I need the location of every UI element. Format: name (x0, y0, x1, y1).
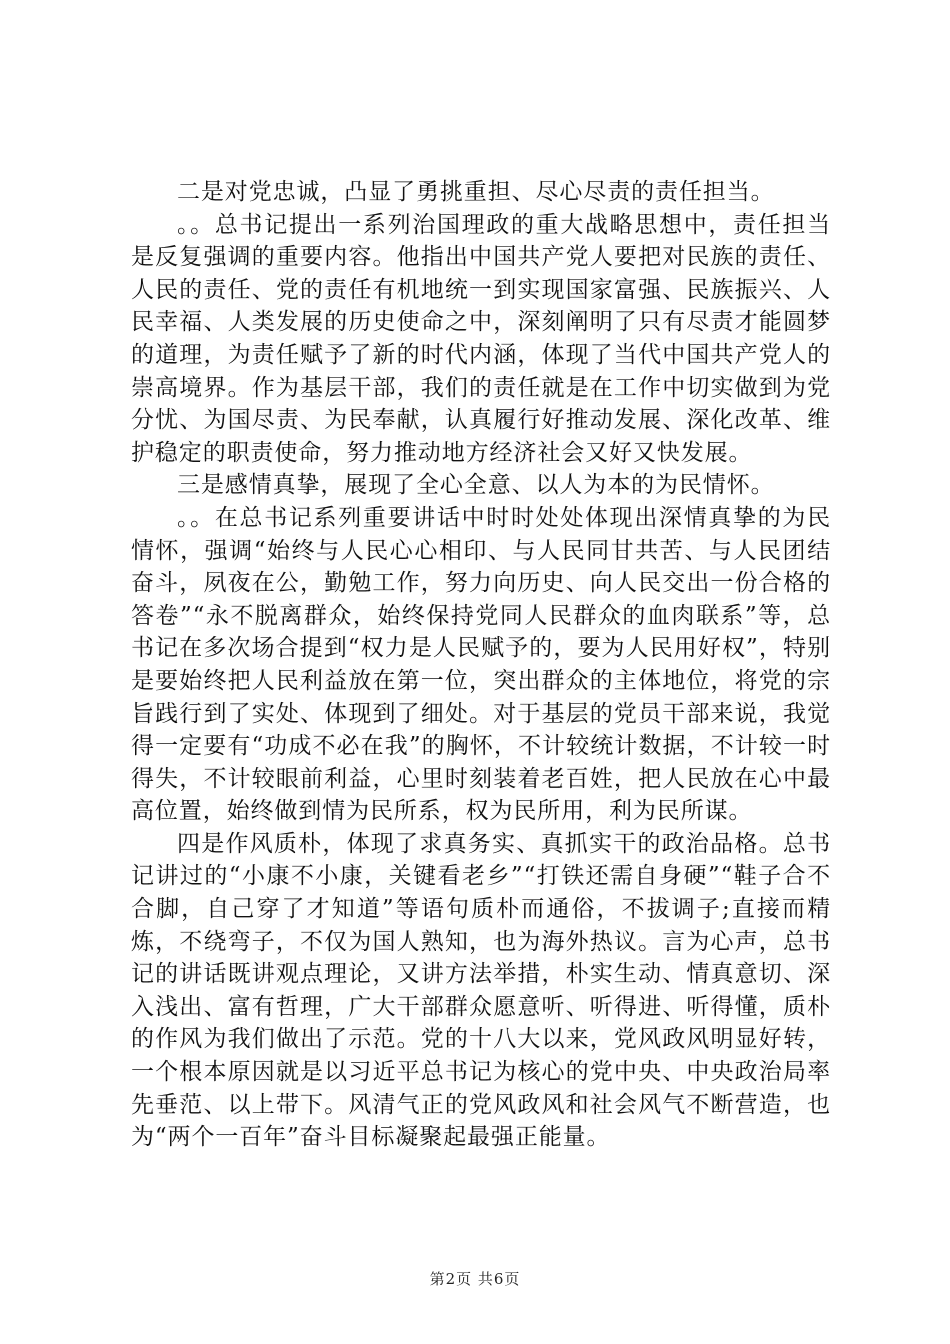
paragraph-2: 。。总书记提出一系列治国理政的重大战略思想中，责任担当是反复强调的重要内容。他指出中国共产党人要把对民族的责任、人民的责任、党的责任有机地统一到实现国家富强、民族振兴、人民幸福、人类发展的历史使命之中，深刻阐明了只有尽责才能圆梦的道理，为责任赋予了新的时代内涵，体现了当代中国共产党人的崇高境界。作为基层干部，我们的责任就是在工作中切实做到为党分忧、为国尽责、为民奉献，认真履行好推动发展、深化改革、维护稳定的职责使命，努力推动地方经济社会又好又快发展。 (131, 211, 831, 466)
paragraph-1: 二是对党忠诚，凸显了勇挑重担、尽心尽责的责任担当。 (177, 179, 775, 205)
paragraph-4: 。。在总书记系列重要讲话中时时处处体现出深情真挚的为民情怀，强调“始终与人民心心相印、与人民同甘共苦、与人民团结奋斗，夙夜在公，勤勉工作，努力向历史、向人民交出一份合格的答卷”“永不脱离群众，始终保持党同人民群众的血肉联系”等，总书记在多次场合提到“权力是人民赋予的，要为人民用好权”，特别是要始终把人民利益放在第一位，突出群众的主体地位，将党的宗旨践行到了实处、体现到了细处。对于基层的党员干部来说，我觉得一定要有“功成不必在我”的胸怀，不计较统计数据，不计较一时得失，不计较眼前利益，心里时刻装着老百姓，把人民放在心中最高位置，始终做到情为民所系，权为民所用，利为民所谋。 (131, 504, 831, 825)
page-number-footer: 第2页 共6页 (429, 1270, 521, 1288)
paragraph-3: 三是感情真挚，展现了全心全意、以人为本的为民情怀。 (177, 472, 775, 499)
document-body (131, 176, 831, 1154)
paragraph-5: 四是作风质朴，体现了求真务实、真抓实干的政治品格。总书记讲过的“小康不小康，关键看老乡”“打铁还需自身硬”“鞋子合不合脚，自己穿了才知道”等语句质朴而通俗，不拔调子;直接而精炼，不绕弯子，不仅为国人熟知，也为海外热议。言为心声，总书记的讲话既讲观点理论，又讲方法举措，朴实生动、情真意切、深入浅出、富有哲理，广大干部群众愿意听、听得进、听得懂，质朴的作风为我们做出了示范。党的十八大以来，党风政风明显好转，一个根本原因就是以习近平总书记为核心的党中央、中央政治局率先垂范、以上带下。风清气正的党风政风和社会风气不断营造，也为“两个一百年”奋斗目标凝聚起最强正能量。 (131, 830, 831, 1151)
